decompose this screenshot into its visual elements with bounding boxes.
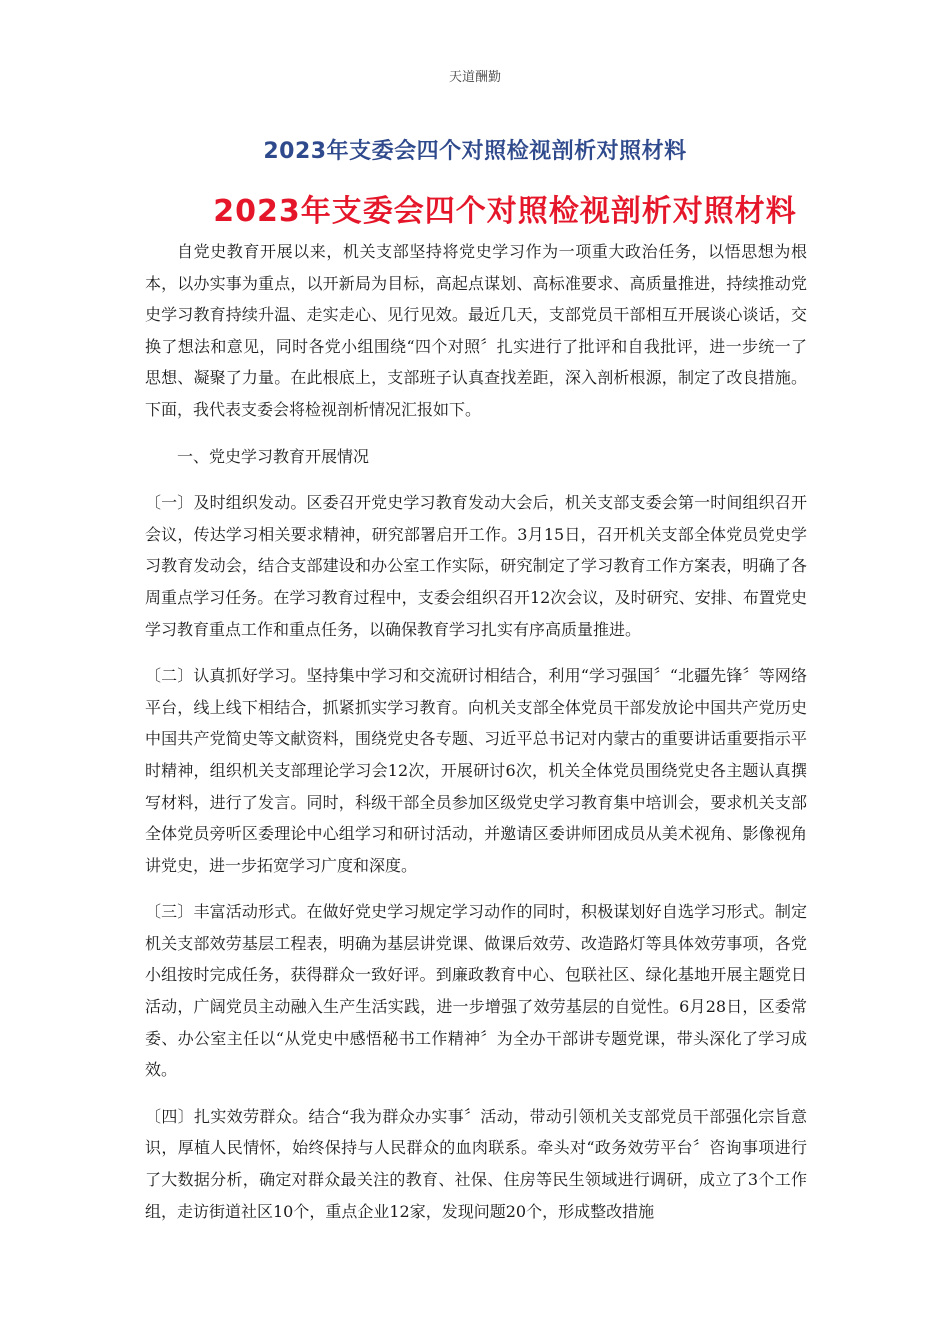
main-heading: 2023年支委会四个对照检视剖析对照材料 xyxy=(213,194,797,229)
section-heading: 一、党史学习教育开展情况 xyxy=(177,446,370,466)
item-paragraph-3: 〔三〕丰富活动形式。在做好党史学习规定学习动作的同时，积极谋划好自选学习形式。制定机关支部效劳基层工程表，明确为基层讲党课、做课后效劳、改造路灯等具体效劳事项，各党小组按时完成任务，获得群众一致好评。到廉政教育中心、包联社区、绿化基地开展主题党日活动，广阔党员主动融入生产生活实践，进一步增强了效劳基层的自觉性。6月28日，区委常委、办公室主任以“从党史中感悟秘书工作精神〞为全办干部讲专题党课，带头深化了学习成效。 xyxy=(145,902,807,1080)
item-paragraph-2: 〔二〕认真抓好学习。坚持集中学习和交流研讨相结合，利用“学习强国〞“北疆先锋〞等网络平台，线上线下相结合，抓紧抓实学习教育。向机关支部全体党员干部发放论中国共产党历史中国共产党简史等文献资料，围绕党史各专题、习近平总书记对内蒙古的重要讲话重要指示平时精神，组织机关支部理论学习会12次，开展研讨6次，机关全体党员围绕党史各主题认真撰写材料，进行了发言。同时，科级干部全员参加区级党史学习教育集中培训会，要求机关支部全体党员旁听区委理论中心组学习和研讨活动，并邀请区委讲师团成员从美术视角、影像视角讲党史，进一步拓宽学习广度和深度。 xyxy=(145,666,807,875)
item-paragraph-1: 〔一〕及时组织发动。区委召开党史学习教育发动大会后，机关支部支委会第一时间组织召开会议，传达学习相关要求精神，研究部署启开工作。3月15日，召开机关支部全体党员党史学习教育发动会，结合支部建设和办公室工作实际，研究制定了学习教育工作方案表，明确了各周重点学习任务。在学习教育过程中，支委会组织召开12次会议，及时研究、安排、布置党史学习教育重点工作和重点任务，以确保教育学习扎实有序高质量推进。 xyxy=(145,493,807,639)
page-header: 天道酬勤 xyxy=(448,70,501,85)
intro-paragraph: 自党史教育开展以来，机关支部坚持将党史学习作为一项重大政治任务，以悟思想为根本，以办实事为重点，以开新局为目标，高起点谋划、高标准要求、高质量推进，持续推动党史学习教育持续升温、走实走心、见行见效。最近几天，支部党员干部相互开展谈心谈话，交换了想法和意见，同时各党小组围绕“四个对照〞扎实进行了批评和自我批评，进一步统一了思想、凝聚了力量。在此根底上，支部班子认真查找差距，深入剖析根源，制定了改良措施。下面，我代表支委会将检视剖析情况汇报如下。 xyxy=(145,242,807,419)
document-title: 2023年支委会四个对照检视剖析对照材料 xyxy=(263,139,687,164)
item-paragraph-4: 〔四〕扎实效劳群众。结合“我为群众办实事〞活动，带动引领机关支部党员干部强化宗旨意识，厚植人民情怀，始终保持与人民群众的血肉联系。牵头对“政务效劳平台〞咨询事项进行了大数据分析，确定对群众最关注的教育、社保、住房等民生领域进行调研，成立了3个工作组，走访街道社区10个，重点企业12家，发现问题20个，形成整改措施 xyxy=(145,1106,807,1221)
document-body xyxy=(145,236,807,1227)
